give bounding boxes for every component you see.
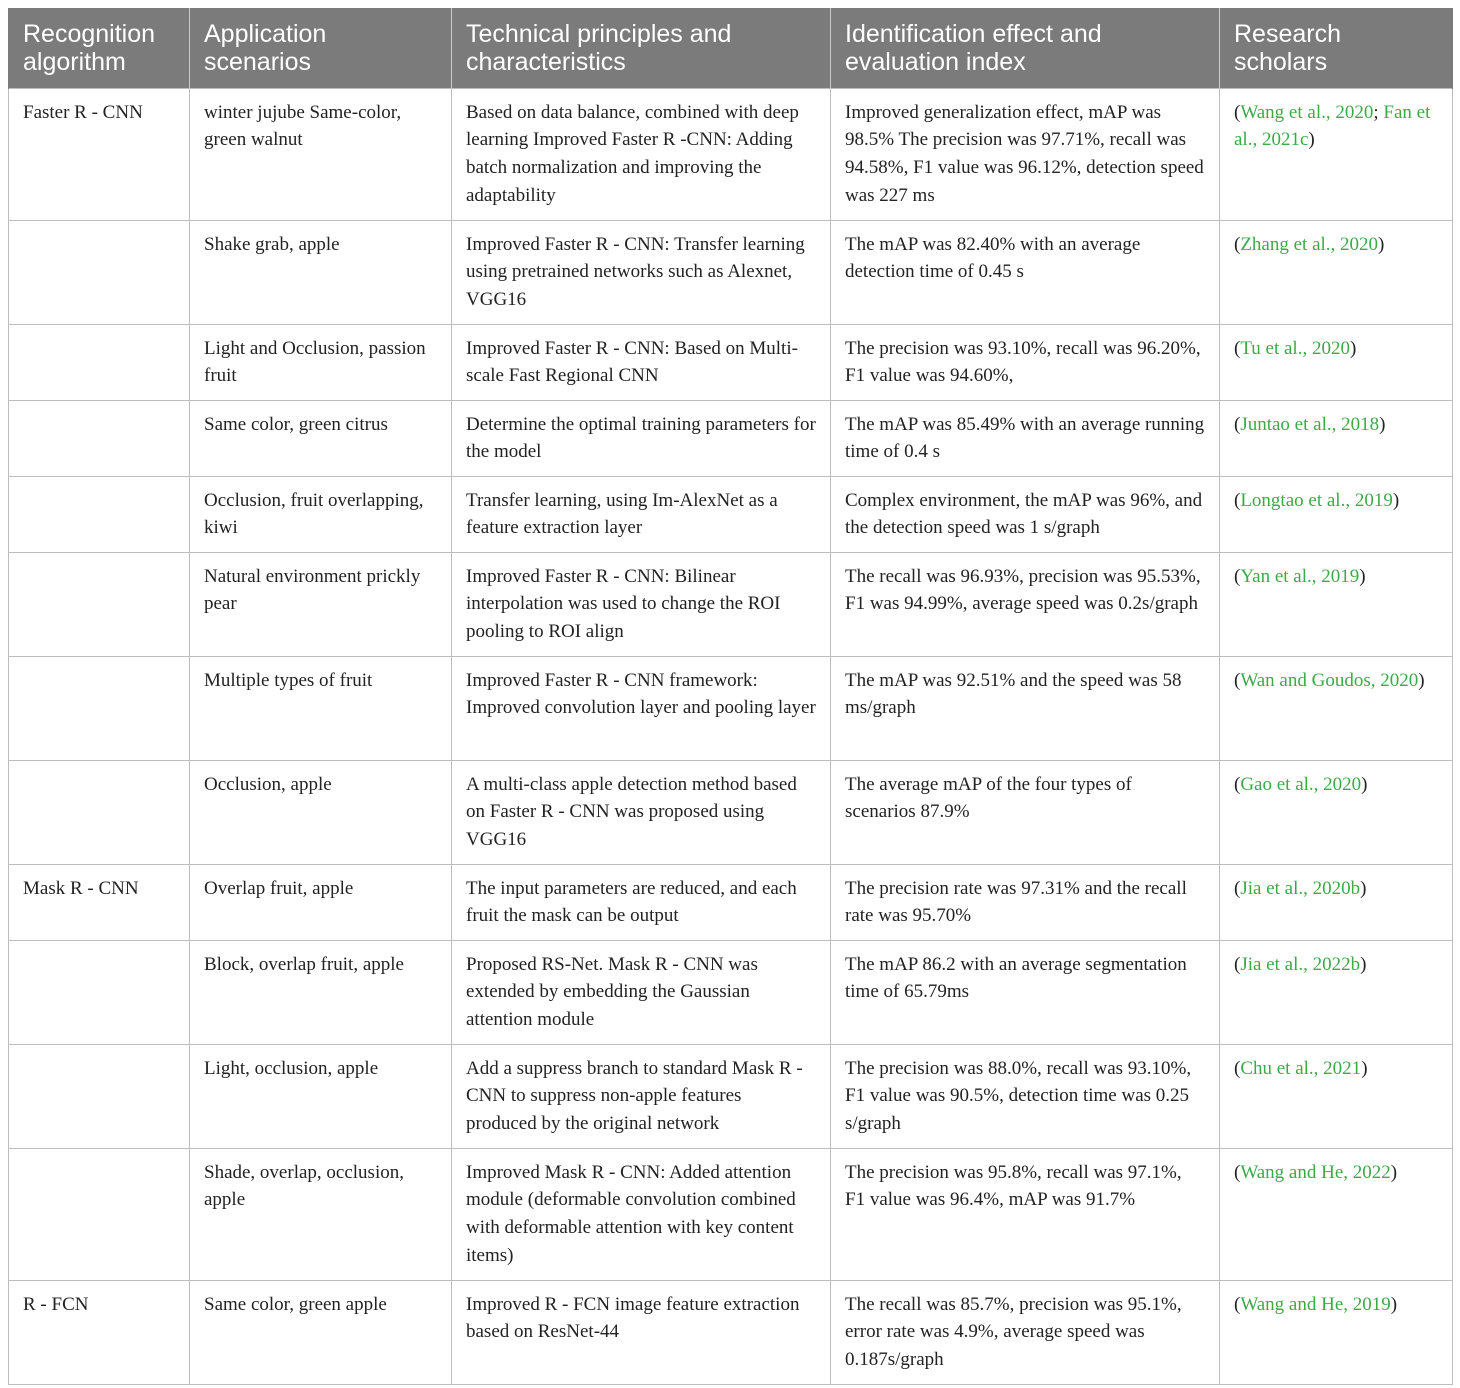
citation-link[interactable]: Tu et al., 2020 bbox=[1240, 337, 1350, 359]
citation-link[interactable]: Wang et al., 2020 bbox=[1240, 101, 1374, 123]
paren-close: ) bbox=[1359, 565, 1366, 587]
paren-close: ) bbox=[1360, 953, 1367, 975]
header-recognition-algorithm: Recognition algorithm bbox=[9, 8, 190, 88]
header-research-scholars: Research scholars bbox=[1220, 8, 1453, 88]
paren-close: ) bbox=[1361, 1057, 1368, 1079]
cell-principle: Improved Mask R - CNN: Added attention module (deformable convolution combined with deformable attention with key content items) bbox=[452, 1148, 831, 1280]
cell-scenario: Shake grab, apple bbox=[190, 220, 452, 324]
cell-principle: Improved R - FCN image feature extraction based on ResNet-44 bbox=[452, 1280, 831, 1384]
cell-principle: The input parameters are reduced, and each fruit the mask can be output bbox=[452, 864, 831, 940]
paren-open: ( bbox=[1234, 337, 1241, 359]
cell-algorithm: R - FCN bbox=[9, 1280, 190, 1384]
cell-principle: Transfer learning, using Im-AlexNet as a feature extraction layer bbox=[452, 476, 831, 552]
cell-principle: Improved Faster R - CNN: Based on Multi-scale Fast Regional CNN bbox=[452, 324, 831, 400]
cell-scenario: Light and Occlusion, passion fruit bbox=[190, 324, 452, 400]
cell-principle: Proposed RS-Net. Mask R - CNN was extended by embedding the Gaussian attention module bbox=[452, 940, 831, 1044]
cell-principle: Add a suppress branch to standard Mask R - CNN to suppress non-apple features produced by the original network bbox=[452, 1044, 831, 1148]
citation-separator: ; bbox=[1373, 101, 1384, 123]
cell-research-scholars bbox=[1220, 940, 1453, 1044]
table-row bbox=[9, 220, 1453, 324]
cell-research-scholars bbox=[1220, 552, 1453, 656]
cell-scenario: Occlusion, apple bbox=[190, 760, 452, 864]
cell-research-scholars bbox=[1220, 1044, 1453, 1148]
cell-algorithm bbox=[9, 400, 190, 476]
cell-scenario: Block, overlap fruit, apple bbox=[190, 940, 452, 1044]
paren-open: ( bbox=[1234, 101, 1241, 123]
cell-scenario: winter jujube Same-color, green walnut bbox=[190, 88, 452, 220]
cell-effect: The mAP was 92.51% and the speed was 58 ms/graph bbox=[831, 656, 1220, 760]
cell-scenario: Shade, overlap, occlusion, apple bbox=[190, 1148, 452, 1280]
cell-algorithm bbox=[9, 1148, 190, 1280]
citation-link[interactable]: Chu et al., 2021 bbox=[1240, 1057, 1362, 1079]
paren-close: ) bbox=[1308, 129, 1315, 151]
paren-open: ( bbox=[1234, 1293, 1241, 1315]
cell-research-scholars bbox=[1220, 760, 1453, 864]
cell-research-scholars bbox=[1220, 476, 1453, 552]
cell-research-scholars bbox=[1220, 1148, 1453, 1280]
citation-link[interactable]: Wan and Goudos, 2020 bbox=[1240, 669, 1419, 691]
cell-scenario: Light, occlusion, apple bbox=[190, 1044, 452, 1148]
citation-link[interactable]: Gao et al., 2020 bbox=[1240, 773, 1362, 795]
paren-open: ( bbox=[1234, 669, 1241, 691]
cell-effect: The mAP was 82.40% with an average detection time of 0.45 s bbox=[831, 220, 1220, 324]
cell-effect: The average mAP of the four types of scenarios 87.9% bbox=[831, 760, 1220, 864]
cell-research-scholars bbox=[1220, 400, 1453, 476]
cell-algorithm: Faster R - CNN bbox=[9, 88, 190, 220]
paren-open: ( bbox=[1234, 565, 1241, 587]
paren-close: ) bbox=[1361, 773, 1368, 795]
citation-link[interactable]: Jia et al., 2022b bbox=[1240, 953, 1361, 975]
cell-algorithm bbox=[9, 760, 190, 864]
header-row bbox=[9, 8, 1453, 88]
citation-link[interactable]: Wang and He, 2022 bbox=[1240, 1161, 1391, 1183]
comparison-table bbox=[8, 8, 1453, 1385]
paren-close: ) bbox=[1390, 1293, 1398, 1315]
paren-open: ( bbox=[1234, 489, 1241, 511]
cell-effect: Improved generalization effect, mAP was 98.5% The precision was 97.71%, recall was 94.58%, F1 value was 96.12%, detection speed was 227 ms bbox=[831, 88, 1220, 220]
cell-effect: The precision was 95.8%, recall was 97.1%, F1 value was 96.4%, mAP was 91.7% bbox=[831, 1148, 1220, 1280]
citation-link[interactable]: Fan et al., 2021c bbox=[1234, 101, 1431, 151]
cell-principle: Determine the optimal training parameters for the model bbox=[452, 400, 831, 476]
cell-principle: Improved Faster R - CNN framework: Improved convolution layer and pooling layer bbox=[452, 656, 831, 760]
header-identification-effect: Identification effect and evaluation index bbox=[831, 8, 1220, 88]
paren-open: ( bbox=[1234, 953, 1241, 975]
citation-link[interactable]: Zhang et al., 2020 bbox=[1240, 233, 1379, 255]
table-row bbox=[9, 400, 1453, 476]
table-row bbox=[9, 940, 1453, 1044]
paren-open: ( bbox=[1234, 773, 1241, 795]
paren-close: ) bbox=[1378, 233, 1385, 255]
cell-principle: A multi-class apple detection method based on Faster R - CNN was proposed using VGG16 bbox=[452, 760, 831, 864]
table-row bbox=[9, 476, 1453, 552]
paren-open: ( bbox=[1234, 1057, 1241, 1079]
paren-open: ( bbox=[1234, 233, 1241, 255]
cell-scenario: Occlusion, fruit overlapping, kiwi bbox=[190, 476, 452, 552]
table-header bbox=[9, 8, 1453, 88]
table-row bbox=[9, 1280, 1453, 1384]
citation-link[interactable]: Juntao et al., 2018 bbox=[1240, 413, 1380, 435]
cell-research-scholars bbox=[1220, 656, 1453, 760]
cell-principle: Improved Faster R - CNN: Bilinear interpolation was used to change the ROI pooling to ROI align bbox=[452, 552, 831, 656]
cell-scenario: Natural environment prickly pear bbox=[190, 552, 452, 656]
table-row bbox=[9, 1044, 1453, 1148]
table-row bbox=[9, 88, 1453, 220]
cell-research-scholars bbox=[1220, 1280, 1453, 1384]
cell-scenario: Same color, green apple bbox=[190, 1280, 452, 1384]
paren-close: ) bbox=[1418, 669, 1425, 691]
cell-principle: Improved Faster R - CNN: Transfer learning using pretrained networks such as Alexnet, VGG16 bbox=[452, 220, 831, 324]
cell-algorithm bbox=[9, 940, 190, 1044]
table-row bbox=[9, 760, 1453, 864]
table-row bbox=[9, 1148, 1453, 1280]
cell-research-scholars bbox=[1220, 220, 1453, 324]
cell-scenario: Multiple types of fruit bbox=[190, 656, 452, 760]
table-row bbox=[9, 864, 1453, 940]
table-row bbox=[9, 552, 1453, 656]
cell-algorithm bbox=[9, 1044, 190, 1148]
cell-effect: The mAP 86.2 with an average segmentation time of 65.79ms bbox=[831, 940, 1220, 1044]
table-row bbox=[9, 656, 1453, 760]
cell-effect: The precision was 93.10%, recall was 96.20%, F1 value was 94.60%, bbox=[831, 324, 1220, 400]
table-body bbox=[9, 88, 1453, 1384]
cell-algorithm bbox=[9, 324, 190, 400]
header-technical-principles: Technical principles and characteristics bbox=[452, 8, 831, 88]
cell-algorithm: Mask R - CNN bbox=[9, 864, 190, 940]
cell-scenario: Overlap fruit, apple bbox=[190, 864, 452, 940]
cell-research-scholars bbox=[1220, 864, 1453, 940]
paren-close: ) bbox=[1390, 1161, 1398, 1183]
cell-principle: Based on data balance, combined with deep learning Improved Faster R -CNN: Adding batch normalization and improving the adaptability bbox=[452, 88, 831, 220]
cell-effect: The recall was 96.93%, precision was 95.53%, F1 was 94.99%, average speed was 0.2s/graph bbox=[831, 552, 1220, 656]
table-row bbox=[9, 324, 1453, 400]
paren-open: ( bbox=[1234, 877, 1241, 899]
header-application-scenarios: Application scenarios bbox=[190, 8, 452, 88]
citation-link[interactable]: Wang and He, 2019 bbox=[1240, 1293, 1391, 1315]
cell-algorithm bbox=[9, 552, 190, 656]
paren-close: ) bbox=[1392, 489, 1400, 511]
citation-link[interactable]: Jia et al., 2020b bbox=[1240, 877, 1361, 899]
paren-open: ( bbox=[1234, 1161, 1241, 1183]
cell-algorithm bbox=[9, 656, 190, 760]
cell-effect: Complex environment, the mAP was 96%, and the detection speed was 1 s/graph bbox=[831, 476, 1220, 552]
cell-algorithm bbox=[9, 220, 190, 324]
paren-close: ) bbox=[1349, 337, 1357, 359]
cell-effect: The mAP was 85.49% with an average running time of 0.4 s bbox=[831, 400, 1220, 476]
cell-scenario: Same color, green citrus bbox=[190, 400, 452, 476]
citation-link[interactable]: Longtao et al., 2019 bbox=[1240, 489, 1393, 511]
paren-open: ( bbox=[1234, 413, 1241, 435]
cell-effect: The precision rate was 97.31% and the recall rate was 95.70% bbox=[831, 864, 1220, 940]
cell-algorithm bbox=[9, 476, 190, 552]
paren-close: ) bbox=[1360, 877, 1367, 899]
citation-link[interactable]: Yan et al., 2019 bbox=[1240, 565, 1360, 587]
cell-effect: The precision was 88.0%, recall was 93.10%, F1 value was 90.5%, detection time was 0.25 s/graph bbox=[831, 1044, 1220, 1148]
cell-research-scholars bbox=[1220, 324, 1453, 400]
cell-research-scholars bbox=[1220, 88, 1453, 220]
paren-close: ) bbox=[1379, 413, 1386, 435]
cell-effect: The recall was 85.7%, precision was 95.1%, error rate was 4.9%, average speed was 0.187s/graph bbox=[831, 1280, 1220, 1384]
